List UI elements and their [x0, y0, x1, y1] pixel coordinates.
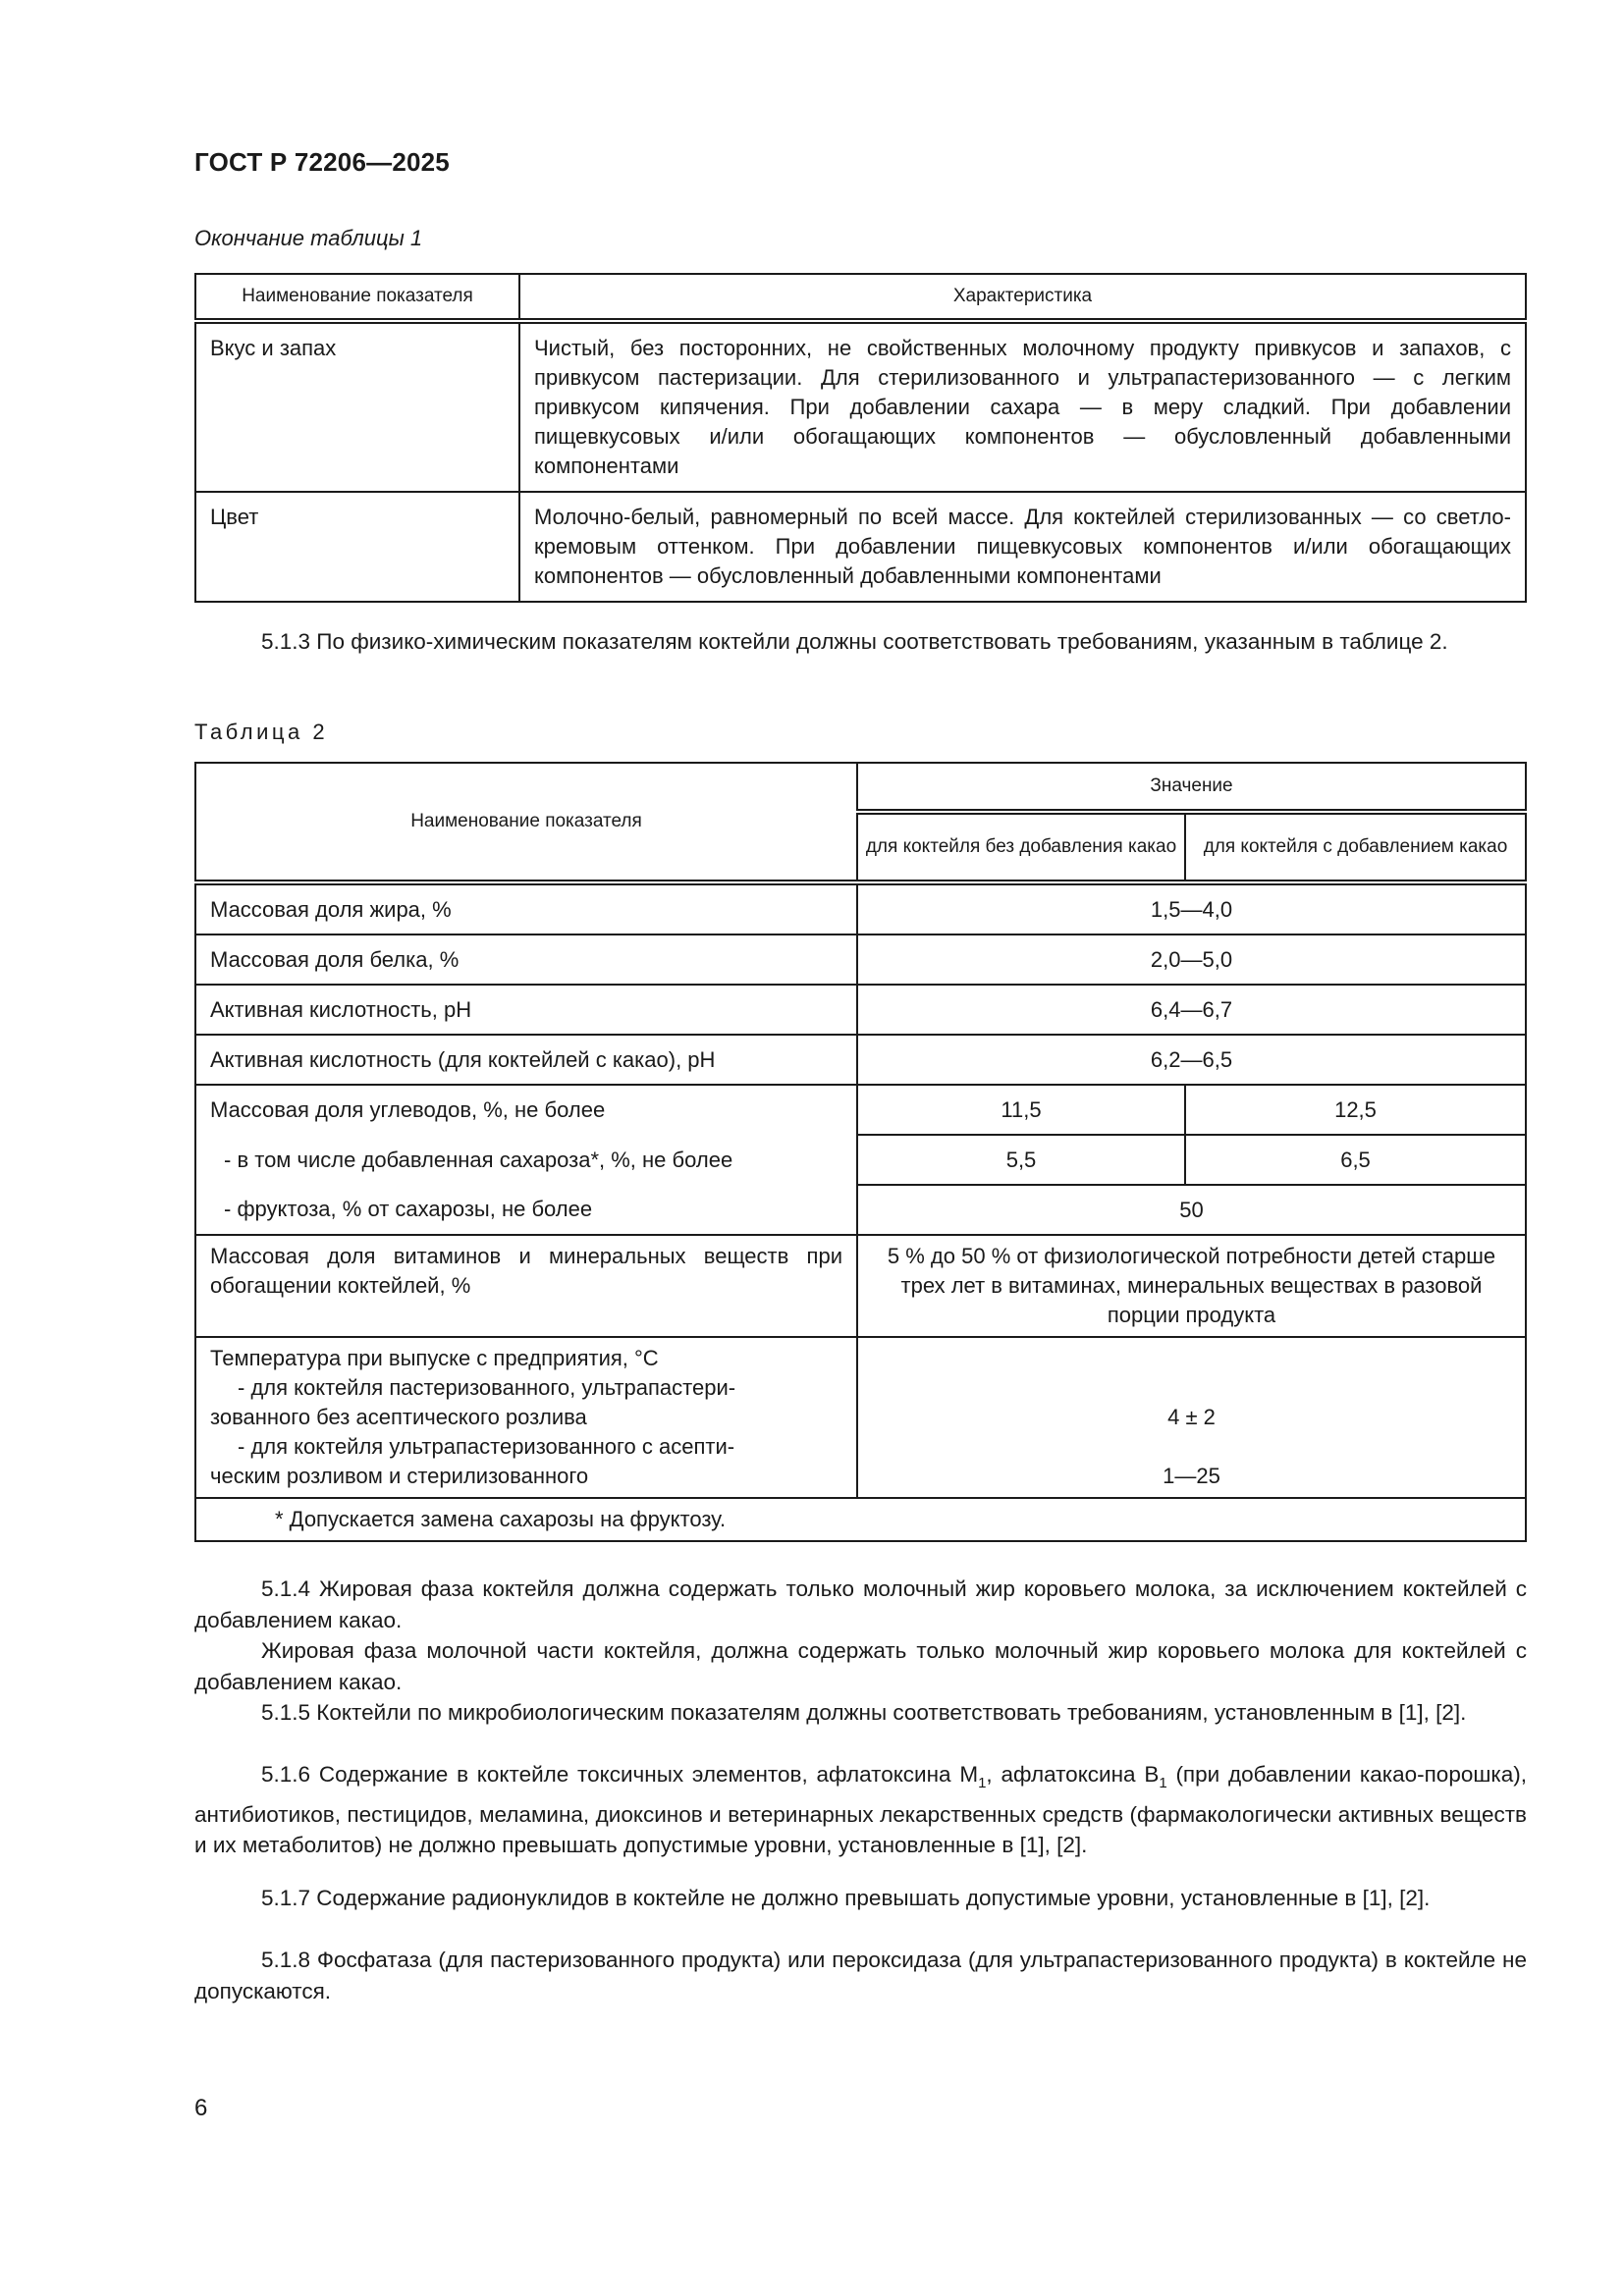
- temperature-item1-line1: - для коктейля пастеризованного, ультрапастери-: [238, 1375, 736, 1400]
- row-value: 50: [857, 1185, 1526, 1235]
- table-row: [195, 492, 1526, 602]
- row-value: 6,2—6,5: [857, 1035, 1526, 1085]
- table-row: [195, 1035, 1526, 1085]
- paragraph-text: (при добавлении какао-порошка), антибиотиков, пестицидов, меламина, диоксинов и ветеринарных лекарственных средств (фармакологически активных веществ и их метаболитов) не должно превышать допустимые уровни, установленные в [1], [2].: [194, 1762, 1527, 1857]
- row-value-no-cocoa: 5,5: [857, 1135, 1185, 1185]
- paragraph-5-1-8: [194, 1945, 1527, 2006]
- temperature-item1-value: 4 ± 2: [1167, 1405, 1216, 1429]
- table-header-row: [195, 274, 1526, 321]
- row-name: - в том числе добавленная сахароза*, %, не более: [195, 1135, 857, 1185]
- paragraph-text: 5.1.8 Фосфатаза (для пастеризованного продукта) или пероксидаза (для ультрапастеризованного продукта) в коктейле не допускаются.: [194, 1948, 1527, 2003]
- paragraph-text: 5.1.5 Коктейли по микробиологическим показателям должны соответствовать требованиям, установленным в [1], [2].: [261, 1700, 1467, 1725]
- table-footnote: * Допускается замена сахарозы на фруктозу.: [195, 1498, 1526, 1541]
- paragraph-5-1-6: [194, 1759, 1527, 1861]
- row-value: 1,5—4,0: [857, 882, 1526, 934]
- header-value-group: Значение: [857, 763, 1526, 812]
- row-name: - фруктоза, % от сахарозы, не более: [195, 1185, 857, 1235]
- temperature-item1-line2: зованного без асептического розлива: [210, 1405, 587, 1429]
- paragraph-5-1-4-cont: [194, 1635, 1527, 1697]
- row-name-temperature: [195, 1337, 857, 1498]
- row-name: Массовая доля витаминов и минеральных веществ при обогащении коктейлей, %: [195, 1235, 857, 1337]
- row-value: Чистый, без посторонних, не свойственных молочному продукту привкусов и запахов, с привкусом пастеризации. Для стерилизованного и ультрапастеризованного — с легким привкусом кипячения. При добавлении сахара — в меру сладкий. При добавлении пищевкусовых и/или обогащающих компонентов — обусловленный добавленными компонентами: [519, 321, 1526, 492]
- table1-caption: Окончание таблицы 1: [194, 226, 423, 250]
- table-footnote-row: [195, 1498, 1526, 1541]
- temperature-item2-value: 1—25: [1163, 1464, 1220, 1488]
- paragraph-text: 5.1.6 Содержание в коктейле токсичных элементов, афлатоксина M: [261, 1762, 979, 1787]
- row-name: Массовая доля углеводов, %, не более: [195, 1085, 857, 1135]
- paragraph-text: 5.1.7 Содержание радионуклидов в коктейле не должно превышать допустимые уровни, установленные в [1], [2].: [261, 1886, 1431, 1910]
- table-row: [195, 882, 1526, 934]
- row-name: Цвет: [195, 492, 519, 602]
- subscript: 1: [1159, 1775, 1167, 1791]
- table-row: [195, 321, 1526, 492]
- row-name: Массовая доля жира, %: [195, 882, 857, 934]
- standard-id-header: ГОСТ Р 72206—2025: [194, 147, 450, 177]
- paragraph-text: , афлатоксина B: [986, 1762, 1160, 1787]
- row-value-temperature: [857, 1337, 1526, 1498]
- paragraph-5-1-7: [194, 1883, 1527, 1914]
- row-value-no-cocoa: 11,5: [857, 1085, 1185, 1135]
- paragraph-5-1-4: [194, 1574, 1527, 1635]
- row-name: Активная кислотность (для коктейлей с какао), pH: [195, 1035, 857, 1085]
- table-header-row: [195, 763, 1526, 812]
- row-value-cocoa: 6,5: [1185, 1135, 1526, 1185]
- header-no-cocoa: для коктейля без добавления какао: [857, 812, 1185, 882]
- row-name: Вкус и запах: [195, 321, 519, 492]
- row-name: Массовая доля белка, %: [195, 934, 857, 985]
- temperature-item2-line1: - для коктейля ультрапастеризованного с асепти-: [238, 1434, 735, 1459]
- row-value: 6,4—6,7: [857, 985, 1526, 1035]
- page-number: 6: [194, 2095, 208, 2121]
- header-characteristic: Характеристика: [519, 274, 1526, 321]
- header-indicator-name: Наименование показателя: [195, 274, 519, 321]
- table-row: [195, 1235, 1526, 1337]
- row-value: 2,0—5,0: [857, 934, 1526, 985]
- paragraph-text: Жировая фаза молочной части коктейля, должна содержать только молочный жир коровьего молока для коктейлей с добавлением какао.: [194, 1638, 1527, 1694]
- table2-caption: Таблица 2: [194, 720, 329, 744]
- row-value: Молочно-белый, равномерный по всей массе. Для коктейлей стерилизованных — со светло-кремовым оттенком. При добавлении пищевкусовых компонентов и/или обогащающих компонентов — обусловленный добавленными компонентами: [519, 492, 1526, 602]
- table-row: [195, 985, 1526, 1035]
- table-row: [195, 1135, 1526, 1185]
- paragraph-text: 5.1.3 По физико-химическим показателям коктейли должны соответствовать требованиям, указанным в таблице 2.: [261, 629, 1448, 654]
- table-2: [194, 762, 1527, 1542]
- paragraph-5-1-3: [194, 626, 1527, 658]
- header-indicator-name: Наименование показателя: [195, 763, 857, 882]
- table-row: [195, 1185, 1526, 1235]
- row-value-cocoa: 12,5: [1185, 1085, 1526, 1135]
- temperature-title: Температура при выпуске с предприятия, °С: [210, 1346, 659, 1370]
- row-value: 5 % до 50 % от физиологической потребности детей старше трех лет в витаминах, минеральных веществах в разовой порции продукта: [857, 1235, 1526, 1337]
- row-name: Активная кислотность, pH: [195, 985, 857, 1035]
- header-with-cocoa: для коктейля с добавлением какао: [1185, 812, 1526, 882]
- table-row: [195, 1085, 1526, 1135]
- subscript: 1: [978, 1775, 987, 1791]
- temperature-item2-line2: ческим розливом и стерилизованного: [210, 1464, 589, 1488]
- paragraph-text: 5.1.4 Жировая фаза коктейля должна содержать только молочный жир коровьего молока, за исключением коктейлей с добавлением какао.: [194, 1576, 1527, 1632]
- paragraph-5-1-5: [194, 1697, 1527, 1729]
- table-row: [195, 934, 1526, 985]
- table-1: [194, 273, 1527, 603]
- table-row: [195, 1337, 1526, 1498]
